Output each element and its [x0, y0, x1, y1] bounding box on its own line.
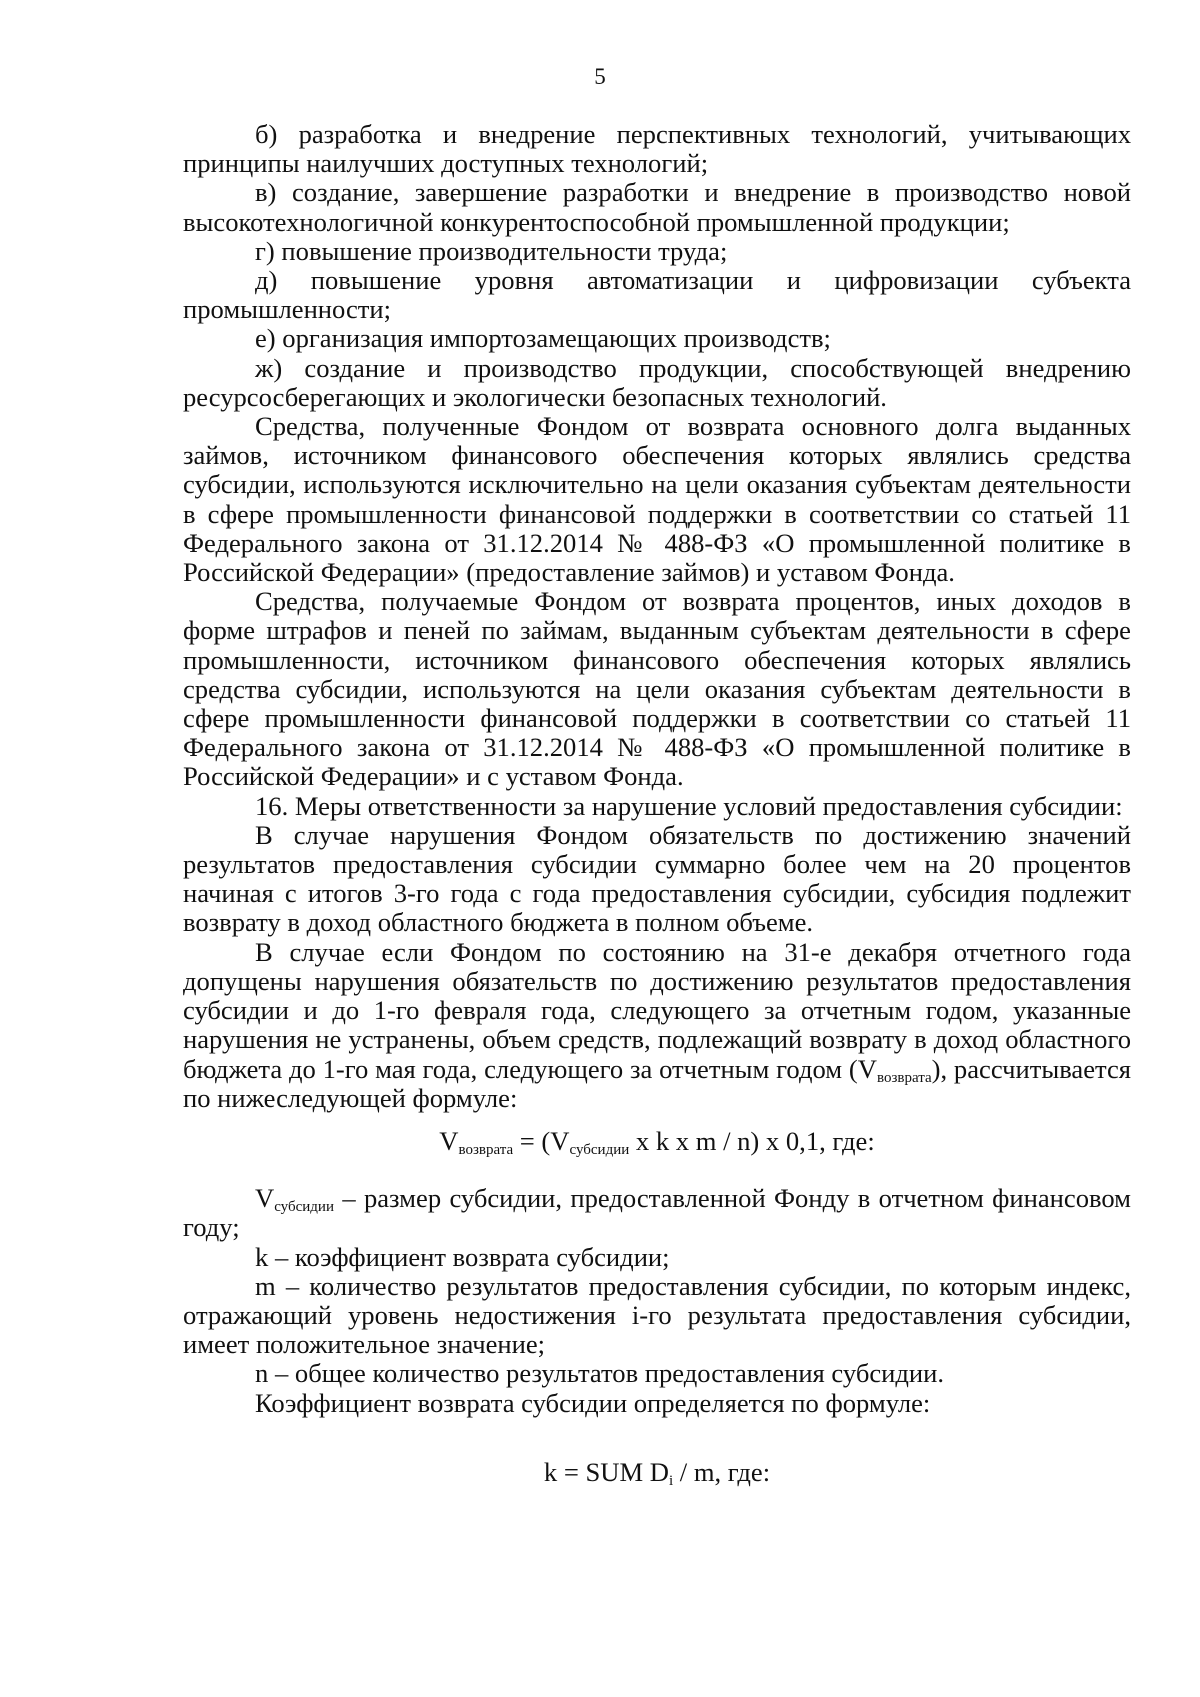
paragraph-item-v: в) создание, завершение разработки и внедрение в производство новой высокотехнологичной конкурентоспособной промышленной продукции;	[183, 177, 1131, 237]
section-16-heading: 16. Меры ответственности за нарушение условий предоставления субсидии:	[255, 790, 1123, 821]
paragraph-item-e: е) организация импортозамещающих производств;	[255, 323, 831, 354]
paragraph-item-zh: ж) создание и производство продукции, способствующей внедрению ресурсосберегающих и экологически безопасных технологий.	[183, 352, 1131, 412]
paragraph-item-d: д) повышение уровня автоматизации и цифровизации субъекта промышленности;	[183, 265, 1131, 325]
paragraph-refund-calculation: В случае если Фондом по состоянию на 31-е декабря отчетного года допущены нарушения обязательств по достижению результатов предоставления субсидии и до 1-го февраля года, следующего за отчетным годом, указанные нарушения не устранены, объем средств, подлежащий возврату в доход областного бюджета до 1-го мая года, следующего за отчетным годом $(V_{возврата})$, рассчитывается по нижеследующей формуле:	[183, 936, 1131, 1113]
paragraph-interest-income: Средства, получаемые Фондом от возврата процентов, иных доходов в форме штрафов и пеней по займам, выданным субъектам деятельности в сфере промышленности, источником финансового обеспечения которых являлись средства субсидии, используются на цели оказания субъектам деятельности в сфере промышленности финансовой поддержки в соответствии со статьей 11 Федерального закона от 31.12.2014 № 488-ФЗ «О промышленной политике в Российской Федерации» и с уставом Фонда.	[183, 586, 1131, 792]
paragraph-item-g: г) повышение производительности труда;	[255, 235, 728, 266]
definition-v-subsidy: $V_{субсидии}$ – размер субсидии, предоставленной Фонду в отчетном финансовом году;	[183, 1183, 1131, 1243]
definition-n: n – общее количество результатов предоставления субсидии.	[255, 1358, 945, 1389]
formula-refund-volume: $V_{возврата} = (V_{субсидии}$ x k x m / n) x 0,1, где:	[439, 1125, 875, 1158]
document-body	[183, 120, 1131, 1515]
paragraph-full-refund: В случае нарушения Фондом обязательств по достижению значений результатов предоставления субсидии суммарно более чем на 20 процентов начиная с итогов 3-го года с года предоставления субсидии, субсидия подлежит возврату в доход областного бюджета в полном объеме.	[183, 819, 1131, 938]
paragraph-loan-principal: Средства, полученные Фондом от возврата основного долга выданных займов, источником финансового обеспечения которых являлись средства субсидии, используются исключительно на цели оказания субъектам деятельности в сфере промышленности финансовой поддержки в соответствии со статьей 11 Федерального закона от 31.12.2014 № 488-ФЗ «О промышленной политике в Российской Федерации» (предоставление займов) и уставом Фонда.	[183, 411, 1131, 588]
formula-k: k = SUM $D_i$ / m, где:	[543, 1456, 771, 1489]
paragraph-item-b: б) разработка и внедрение перспективных технологий, учитывающих принципы наилучших доступных технологий;	[183, 119, 1131, 179]
k-formula-intro: Коэффициент возврата субсидии определяется по формуле:	[255, 1387, 931, 1418]
definition-m: m – количество результатов предоставления субсидии, по которым индекс, отражающий уровень недостижения i-го результата предоставления субсидии, имеет положительное значение;	[183, 1270, 1131, 1360]
definition-k: k – коэффициент возврата субсидии;	[255, 1241, 670, 1272]
page-number: 5	[594, 64, 606, 89]
